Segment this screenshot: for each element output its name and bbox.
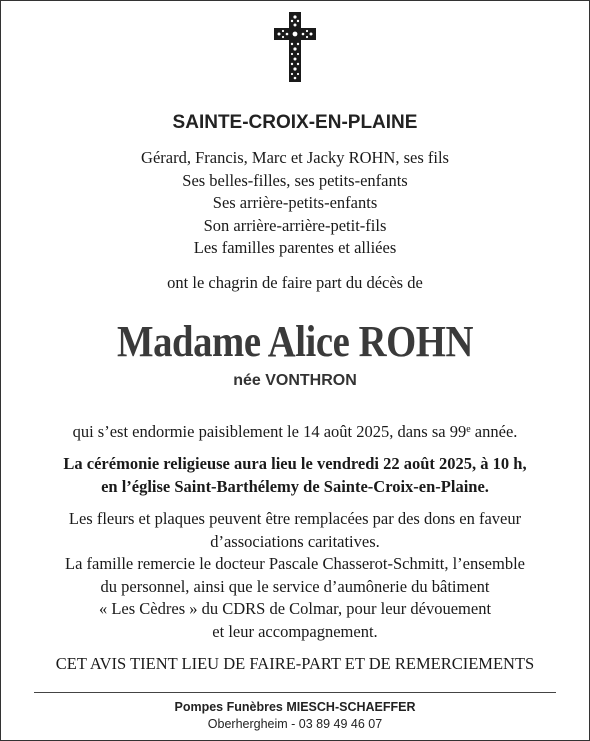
town-heading: SAINTE-CROIX-EN-PLAINE — [172, 112, 418, 133]
funeral-home-company: MIESCH-SCHAEFFER — [286, 700, 416, 714]
notice-line: CET AVIS TIENT LIEU DE FAIRE-PART ET DE REMERCIEMENTS — [55, 654, 535, 673]
announcement-line: ont le chagrin de faire part du décès de — [167, 273, 423, 292]
thanks-line: du personnel, ainsi que le service d’aumônerie du bâtiment — [100, 576, 490, 596]
death-line — [0, 421, 590, 444]
flowers-line: Les fleurs et plaques peuvent être remplacées par des dons en faveur — [68, 509, 522, 528]
funeral-home-name — [0, 699, 590, 716]
deceased-name: Madame Alice ROHN — [116, 317, 473, 366]
thanks-line: « Les Cèdres » du CDRS de Colmar, pour leur dévouement — [98, 599, 492, 618]
death-text: qui s’est endormie paisiblement le 14 août 2025, dans sa 99 — [72, 422, 467, 441]
maiden-name: née VONTHRON — [233, 372, 357, 389]
funeral-home-prefix: Pompes Funèbres — [174, 700, 287, 714]
family-line: Ses belles-filles, ses petits-enfants — [182, 170, 408, 190]
ceremony-line: en l’église Saint-Barthélemy de Sainte-Croix-en-Plaine. — [101, 476, 489, 496]
ceremony-line: La cérémonie religieuse aura lieu le vendredi 22 août 2025, à 10 h, — [63, 454, 527, 473]
funeral-home-contact: Oberhergheim - 03 89 49 46 07 — [207, 717, 383, 731]
thanks-line: et leur accompagnement. — [212, 621, 378, 641]
flowers-line: d’associations caritatives. — [210, 531, 380, 551]
family-line: Les familles parentes et alliées — [193, 238, 397, 257]
ordinal-superscript: e — [466, 424, 471, 435]
death-text-end: année. — [470, 422, 518, 441]
divider — [34, 692, 556, 693]
family-line: Ses arrière-petits-enfants — [212, 193, 378, 212]
family-line: Son arrière-arrière-petit-fils — [203, 215, 387, 235]
family-line: Gérard, Francis, Marc et Jacky ROHN, ses fils — [141, 148, 449, 167]
thanks-line: La famille remercie le docteur Pascale Chasserot-Schmitt, l’ensemble — [65, 554, 525, 573]
ornamental-cross-icon — [270, 8, 320, 86]
